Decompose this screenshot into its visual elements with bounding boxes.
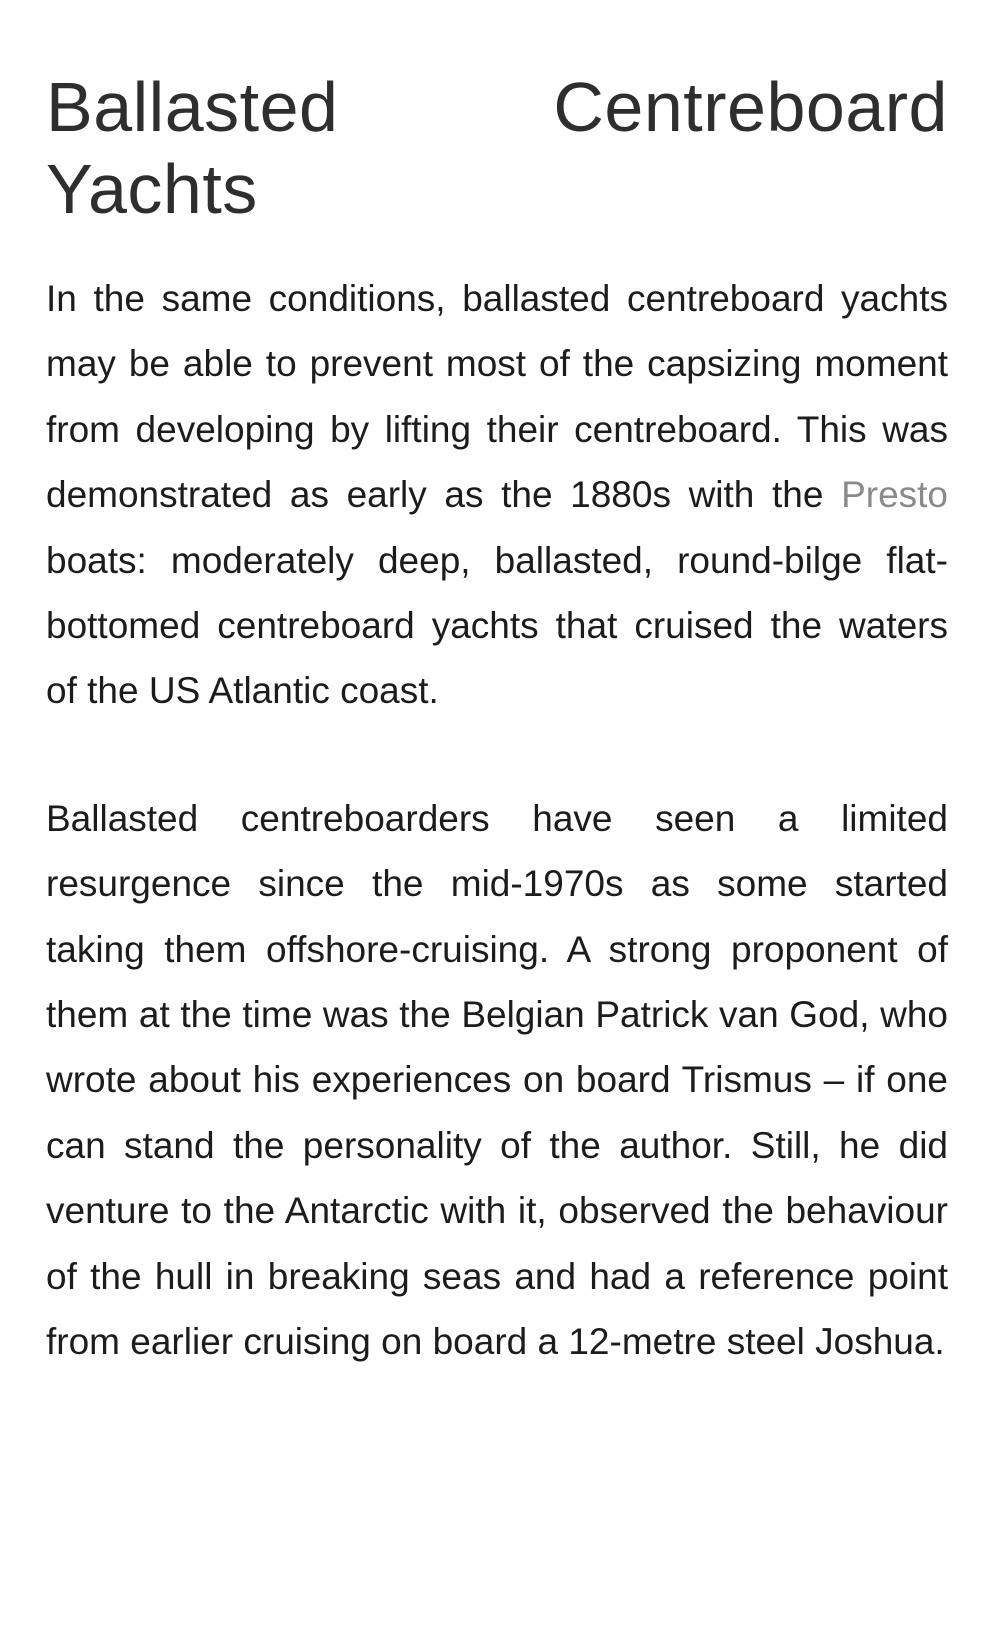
paragraph-1-text-before-link: In the same conditions, ballasted centreboard yachts may be able to prevent most of the capsizing moment from developing by lifting their centreboard. This was demonstrated as early as the 1880s with the — [46, 278, 948, 516]
presto-link[interactable]: Presto — [841, 474, 948, 516]
article-paragraph-1 — [46, 266, 948, 724]
article-paragraph-2: Ballasted centreboarders have seen a limited resurgence since the mid-1970s as some started taking them offshore-cruising. A strong proponent of them at the time was the Belgian Patrick van God, who wrote about his experiences on board Trismus – if one can stand the personality of the author. Still, he did venture to the Antarctic with it, observed the behaviour of the hull in breaking seas and had a reference point from earlier cruising on board a 12-metre steel Joshua. — [46, 797, 948, 1363]
paragraph-1-text-after-link: boats: moderately deep, ballasted, round-bilge flat-bottomed centreboard yachts that cruised the waters of the US Atlantic coast. — [46, 539, 948, 712]
page-title: Ballasted Centreboard Yachts — [46, 68, 948, 228]
